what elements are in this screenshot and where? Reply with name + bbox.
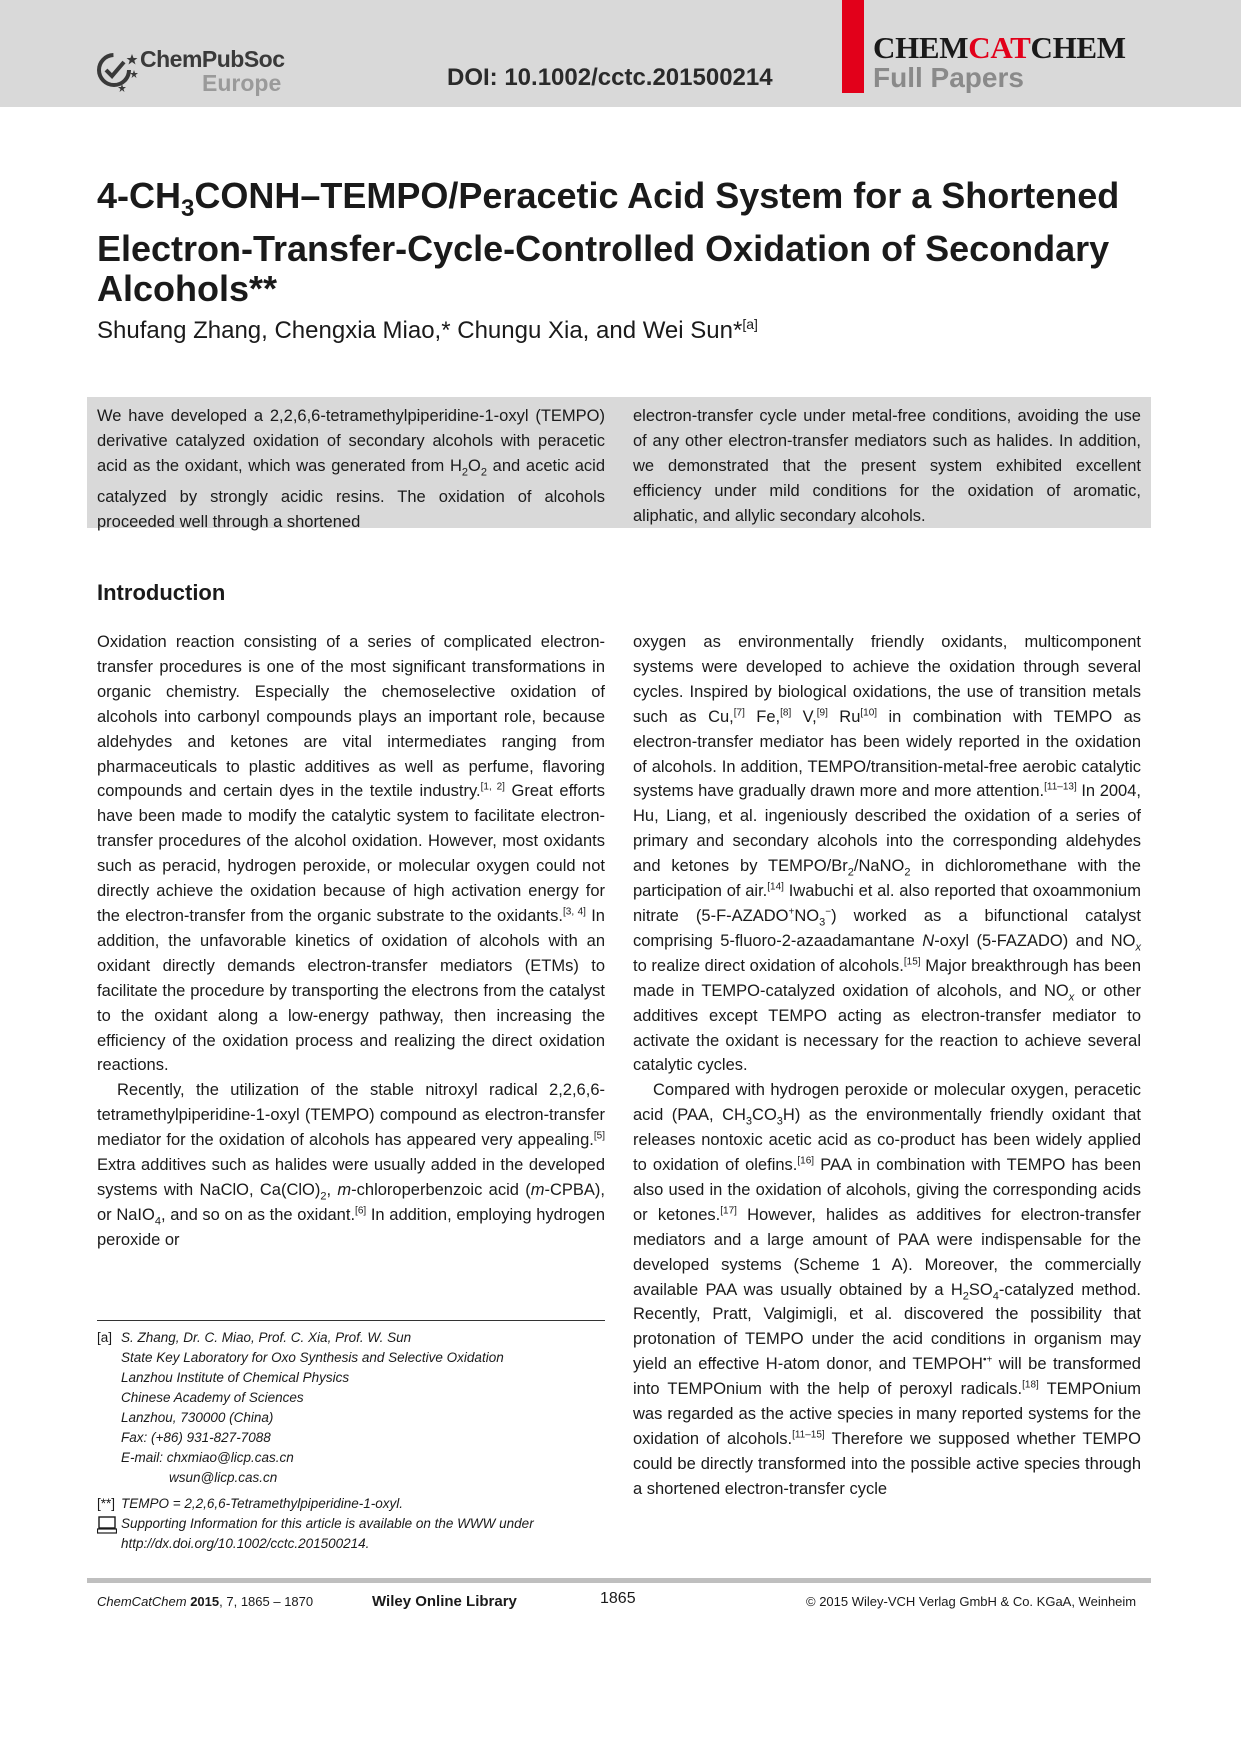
title-part1: 4-CH	[97, 175, 182, 216]
abstract-subscript: 2	[461, 466, 468, 479]
paragraph: Recently, the utilization of the stable nitroxyl radical 2,2,6,6-tetramethylpiperidine-1-oxyl (TEMPO) compound as electron-transfer mediator for the oxidation of alcohols has appeared very appealing.[5] Extra additives such as halides were usually added in the developed systems with NaClO, $Ca(ClO)_2$, m-chloroperbenzoic acid (m-CPBA), or NaIO$_4$, and so on as the oxidant.[6] In addition, employing hydrogen peroxide or	[97, 1081, 605, 1249]
paragraph: oxygen as environmentally friendly oxidants, multicomponent systems were developed to achieve the oxidation through several cycles. Inspired by biological oxidations, the use of transition metals such as Cu,[7] Fe,[8] V,[9] Ru[10] in combination with TEMPO as electron-transfer mediator has been widely reported in the oxidation of alcohols. In addition, TEMPO/transition-metal-free aerobic catalytic systems have gradually drawn more and more attention.[11–13] In 2004, Hu, Liang, et al. ingeniously described the oxidation of a series of primary and secondary alcohols into the corresponding aldehydes and ketones by TEMPO/$Br_2/NaNO_2$ in dichloromethane with the participation of air.[14] Iwabuchi et al. also reported that oxoammonium nitrate $(5-F-AZADO^+NO_3^-)$ worked as a bifunctional catalyst comprising 5-fluoro-2-azaadamantane N-oxyl (5-FAZADO) and $NO_x$ to realize direct oxidation of alcohols.[15] Major breakthrough has been made in TEMPO-catalyzed oxidation of alcohols, and $NO_x$ or other additives except TEMPO acting as electron-transfer mediator to activate the oxidant is necessary for the reaction to achieve several catalytic cycles.	[633, 633, 1142, 1075]
journal-accent-bar	[842, 0, 864, 93]
footnote-divider	[97, 1320, 605, 1321]
citation[interactable]: [3, 4]	[563, 906, 586, 918]
footer-citation	[97, 1594, 313, 1609]
footer-divider	[87, 1578, 1151, 1583]
footer-journal: ChemCatChem	[97, 1594, 187, 1609]
author-affiliation-mark: [a]	[742, 316, 758, 332]
publisher-logo	[96, 44, 286, 96]
journal-name-part3: CHEM	[1030, 30, 1126, 65]
citation[interactable]: [6]	[355, 1205, 367, 1217]
footnote-mark: [**]	[97, 1496, 116, 1511]
citation[interactable]: [11–15]	[792, 1429, 825, 1441]
citation[interactable]: [9]	[816, 707, 828, 719]
citation[interactable]: [7]	[733, 707, 745, 719]
supporting-info-text: Supporting Information for this article is available on the WWW under	[121, 1516, 534, 1531]
footnotes	[97, 1328, 605, 1554]
authors-text: Shufang Zhang, Chengxia Miao,* Chungu Xia, and Wei Sun*	[97, 317, 743, 344]
copyright-notice: © 2015 Wiley-VCH Verlag GmbH & Co. KGaA, Weinheim	[806, 1594, 1137, 1609]
affiliation-line: Lanzhou Institute of Chemical Physics	[121, 1370, 350, 1385]
journal-name	[873, 30, 1126, 66]
email-line[interactable]: E-mail: chxmiao@licp.cas.cn	[121, 1450, 294, 1465]
citation[interactable]: [5]	[593, 1130, 605, 1142]
abstract-box	[87, 397, 1151, 532]
citation[interactable]: [8]	[780, 707, 792, 719]
email-line[interactable]: wsun@licp.cas.cn	[169, 1470, 278, 1485]
affiliation-line: S. Zhang, Dr. C. Miao, Prof. C. Xia, Prof. W. Sun	[121, 1330, 412, 1345]
abstract-right-column: electron-transfer cycle under metal-free conditions, avoiding the use of any other electron-transfer mediators such as halides. In addition, we demonstrated that the present system exhibited excellent efficiency under mild conditions for the oxidation of aromatic, aliphatic, and allylic secondary alcohols.	[633, 407, 1141, 525]
title-part2: CONH–TEMPO/Peracetic Acid System for a Shortened Electron-Transfer-Cycle-Controlled Oxidation of Secondary Alcohols**	[97, 175, 1120, 310]
computer-icon	[97, 1516, 117, 1534]
supporting-info-link[interactable]: http://dx.doi.org/10.1002/cctc.201500214.	[121, 1536, 370, 1551]
citation[interactable]: [18]	[1022, 1379, 1039, 1391]
abstract-text: O	[468, 457, 481, 475]
citation[interactable]: [10]	[860, 707, 878, 719]
affiliation-line: Chinese Academy of Sciences	[121, 1390, 304, 1405]
citation[interactable]: [17]	[720, 1205, 737, 1217]
abstract-text: We have developed a 2,2,6,6-tetramethylpiperidine-1-oxyl (TEMPO) derivative catalyzed oxidation of secondary alcohols with peracetic acid as the oxidant, which was generated from H	[97, 407, 605, 475]
journal-name-part1: CHEM	[873, 30, 969, 65]
title-subscript: 3	[181, 195, 195, 223]
chempubsoc-logo-icon	[96, 48, 140, 92]
citation[interactable]: [16]	[797, 1155, 815, 1167]
wiley-online-library-link[interactable]: Wiley Online Library	[372, 1593, 517, 1610]
citation[interactable]: [14]	[767, 881, 784, 893]
abbreviation-footnote	[97, 1494, 605, 1514]
affiliation-footnote	[97, 1328, 605, 1488]
supporting-info-footnote	[97, 1514, 605, 1554]
page-number: 1865	[600, 1590, 636, 1607]
footer-year: 2015	[186, 1594, 220, 1609]
introduction-heading: Introduction	[97, 580, 226, 605]
logo-text-primary: ChemPubSoc	[140, 46, 285, 72]
affiliation-line: State Key Laboratory for Oxo Synthesis and Selective Oxidation	[121, 1350, 504, 1365]
citation[interactable]: [15]	[903, 956, 921, 968]
paragraph: Oxidation reaction consisting of a series of complicated electron-transfer procedures is one of the most significant transformations in organic chemistry. Especially the chemoselective oxidation of alcohols into carbonyl compounds plays an important role, because aldehydes and ketones are vital intermediates ranging from pharmaceuticals to plastic additives as well as perfume, flavoring compounds and certain dyes in the textile industry.[1, 2] Great efforts have been made to modify the catalytic system to facilitate electron-transfer procedures of the alcohol oxidation. However, most oxidants such as peracid, hydrogen peroxide, or molecular oxygen could not directly achieve the oxidation because of high activation energy for the electron-transfer from the organic substrate to the oxidants.[3, 4] In addition, the unfavorable kinetics of oxidation of alcohols with an oxidant directly demands electron-transfer mediators (ETMs) to facilitate the procedure by transporting the electrons from the catalyst to the oxidant along a low-energy pathway, then increasing the efficiency of the oxidation process and realizing the direct oxidation reactions.	[97, 633, 605, 1075]
footnote-mark: [a]	[97, 1330, 113, 1345]
footer-volume-pages: , 7, 1865 – 1870	[219, 1594, 314, 1609]
citation[interactable]: [1, 2]	[480, 781, 505, 793]
abstract-text: and acetic acid catalyzed by strongly acidic resins. The oxidation of alcohols proceeded well through a shortened	[97, 457, 606, 532]
abstract-subscript: 2	[480, 466, 487, 479]
affiliation-line: Lanzhou, 730000 (China)	[121, 1410, 274, 1425]
body-column-left	[97, 630, 605, 1253]
doi-label: DOI: 10.1002/cctc.201500214	[447, 64, 773, 91]
citation[interactable]: [11–13]	[1044, 781, 1077, 793]
section-type: Full Papers	[873, 62, 1024, 93]
abbreviation-text: TEMPO = 2,2,6,6-Tetramethylpiperidine-1-oxyl.	[121, 1496, 403, 1511]
body-column-right	[633, 630, 1141, 1502]
author-list	[97, 316, 758, 345]
abstract-left-column	[97, 404, 605, 535]
paragraph: Compared with hydrogen peroxide or molecular oxygen, peracetic acid (PAA, $CH_3CO_3H$) as the environmentally friendly oxidant that releases nontoxic acetic acid as co-product has been widely applied to oxidation of olefins.[16] PAA in combination with TEMPO has been also used in the oxidation of alcohols, giving the corresponding acids or ketones.[17] However, halides as additives for electron-transfer mediators and a large amount of PAA were indispensable for the developed systems (Scheme 1 A). Moreover, the commercially available PAA was usually obtained by a $H_2SO_4$-catalyzed method. Recently, Pratt, Valgimigli, et al. discovered the possibility that protonation of TEMPO under the acid conditions in organism may yield an effective H-atom donor, and TEMPOH•+ will be transformed into TEMPOnium with the help of peroxyl radicals.[18] TEMPOnium was regarded as the active species in many reported systems for the oxidation of alcohols.[11–15] Therefore we supposed whether TEMPO could be directly transformed into the possible active species through a shortened electron-transfer cycle	[633, 1081, 1142, 1498]
journal-name-part2: CAT	[968, 30, 1031, 65]
article-title	[97, 176, 1157, 309]
logo-text-secondary: Europe	[202, 70, 282, 96]
affiliation-line: Fax: (+86) 931-827-7088	[121, 1430, 271, 1445]
